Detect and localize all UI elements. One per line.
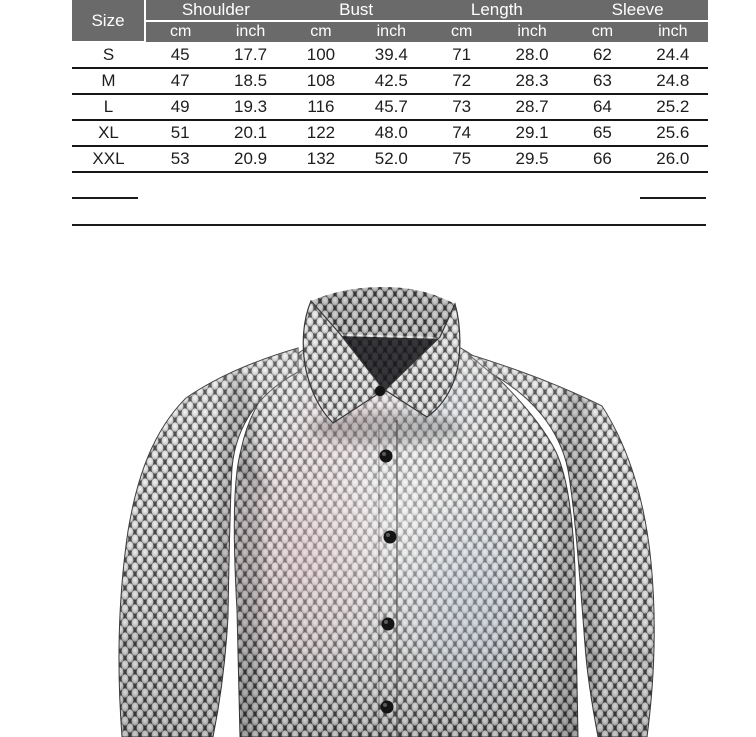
size-row-xl (72, 120, 708, 146)
value-cell: 25.6 (638, 120, 708, 146)
value-cell: 18.5 (215, 68, 285, 94)
value-cell: 25.2 (638, 94, 708, 120)
value-cell: 116 (286, 94, 356, 120)
value-cell: 28.7 (497, 94, 567, 120)
shirt-collar (303, 287, 460, 423)
shirt-torso (234, 328, 578, 737)
value-cell: 72 (427, 68, 497, 94)
size-cell: M (72, 68, 145, 94)
collar-inside-back (311, 287, 455, 337)
shirt-right-sleeve (468, 354, 654, 737)
value-cell: 28.0 (497, 42, 567, 68)
value-cell: 73 (427, 94, 497, 120)
value-cell: 108 (286, 68, 356, 94)
value-cell: 75 (427, 146, 497, 172)
value-cell: 71 (427, 42, 497, 68)
size-cell: XXL (72, 146, 145, 172)
size-chart-corner-header: Size (72, 0, 145, 42)
value-cell: 47 (145, 68, 215, 94)
unit-header-cm: cm (286, 21, 356, 42)
size-chart-group-bust: Bust (286, 0, 427, 21)
value-cell: 20.1 (215, 120, 285, 146)
size-chart-group-row (72, 0, 708, 21)
value-cell: 65 (567, 120, 637, 146)
collar-left-flap (303, 301, 384, 423)
value-cell: 100 (286, 42, 356, 68)
size-row-l (72, 94, 708, 120)
value-cell: 28.3 (497, 68, 567, 94)
value-cell: 39.4 (356, 42, 426, 68)
value-cell: 62 (567, 42, 637, 68)
empty-row-line-bottom (72, 224, 706, 226)
empty-row-line-left (72, 197, 138, 199)
size-chart-table (72, 0, 708, 173)
shirt-button (382, 618, 395, 631)
size-cell: L (72, 94, 145, 120)
unit-header-cm: cm (567, 21, 637, 42)
value-cell: 48.0 (356, 120, 426, 146)
value-cell: 45.7 (356, 94, 426, 120)
value-cell: 63 (567, 68, 637, 94)
size-row-xxl (72, 146, 708, 172)
value-cell: 53 (145, 146, 215, 172)
size-chart-unit-row (72, 21, 708, 42)
unit-header-cm: cm (145, 21, 215, 42)
value-cell: 122 (286, 120, 356, 146)
shirt-buttons (375, 386, 397, 714)
size-row-m (72, 68, 708, 94)
value-cell: 19.3 (215, 94, 285, 120)
size-chart-group-shoulder: Shoulder (145, 0, 286, 21)
value-cell: 42.5 (356, 68, 426, 94)
neck-opening (336, 336, 443, 392)
value-cell: 49 (145, 94, 215, 120)
empty-row-line-right (640, 197, 706, 199)
value-cell: 20.9 (215, 146, 285, 172)
unit-header-inch: inch (215, 21, 285, 42)
size-cell: S (72, 42, 145, 68)
unit-header-inch: inch (497, 21, 567, 42)
collar-right-flap (385, 304, 460, 417)
value-cell: 24.8 (638, 68, 708, 94)
collar-button (375, 386, 385, 396)
unit-header-inch: inch (638, 21, 708, 42)
value-cell: 26.0 (638, 146, 708, 172)
value-cell: 66 (567, 146, 637, 172)
fabric-shading (100, 280, 660, 737)
size-chart-group-sleeve: Sleeve (567, 0, 708, 21)
value-cell: 132 (286, 146, 356, 172)
value-cell: 29.1 (497, 120, 567, 146)
value-cell: 64 (567, 94, 637, 120)
shirt-button (381, 701, 394, 714)
value-cell: 51 (145, 120, 215, 146)
size-chart-group-length: Length (427, 0, 568, 21)
unit-header-inch: inch (356, 21, 426, 42)
value-cell: 52.0 (356, 146, 426, 172)
value-cell: 24.4 (638, 42, 708, 68)
size-row-s (72, 42, 708, 68)
shirt-left-sleeve (119, 348, 298, 737)
value-cell: 74 (427, 120, 497, 146)
shirt-button (380, 450, 393, 463)
value-cell: 29.5 (497, 146, 567, 172)
unit-header-cm: cm (427, 21, 497, 42)
value-cell: 45 (145, 42, 215, 68)
value-cell: 17.7 (215, 42, 285, 68)
size-cell: XL (72, 120, 145, 146)
shirt-button (384, 531, 397, 544)
